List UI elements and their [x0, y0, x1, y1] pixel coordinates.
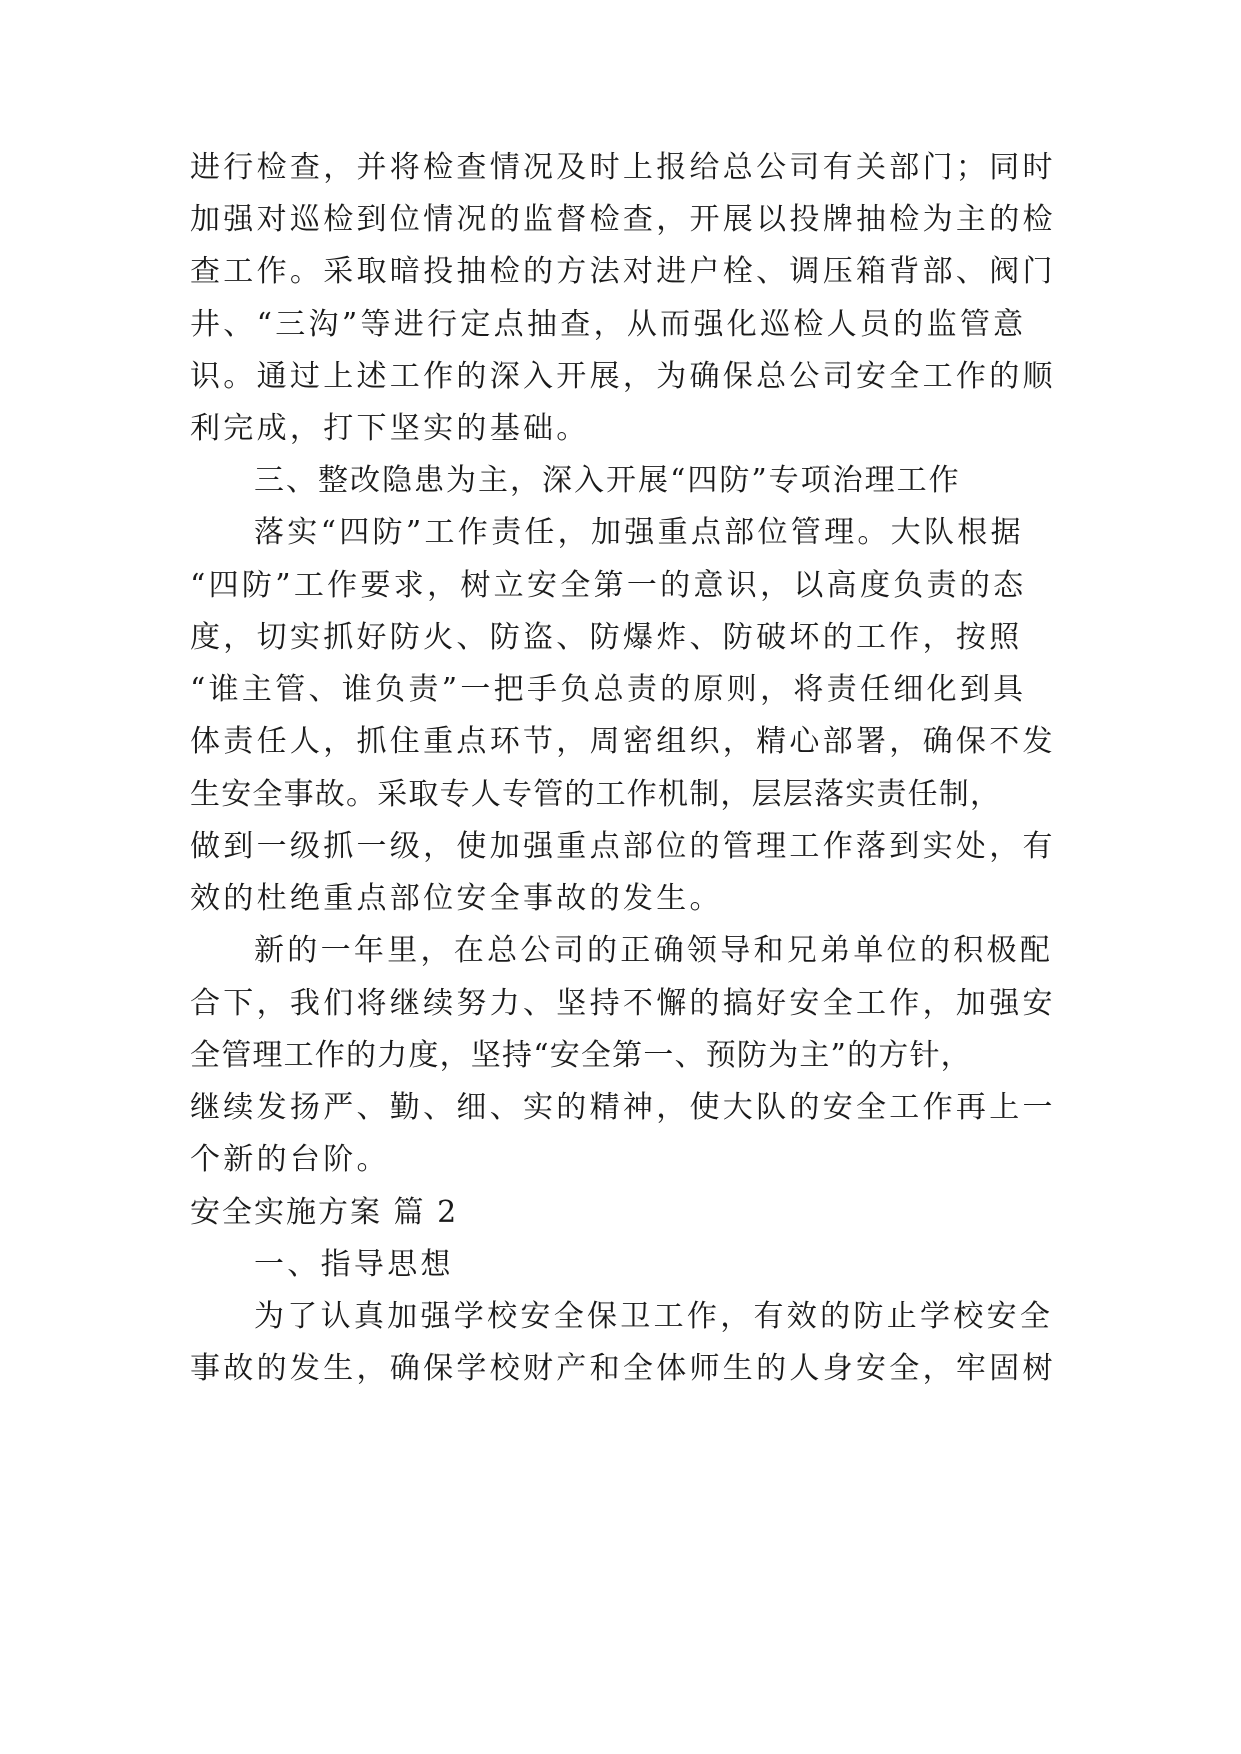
- text-line: 合下，我们将继续努力、坚持不懈的搞好安全工作，加强安: [190, 986, 1056, 1021]
- text-line: “谁主管、谁负责”一把手负总责的原则，将责任细化到具: [190, 672, 1027, 707]
- text-line: 利完成，打下坚实的基础。: [190, 411, 590, 446]
- text-line: 新的一年里，在总公司的正确领导和兄弟单位的积极配: [254, 933, 1054, 968]
- text-line: 查工作。采取暗投抽检的方法对进户栓、调压箱背部、阀门: [190, 254, 1056, 289]
- text-line: 进行检查，并将检查情况及时上报给总公司有关部门；同时: [190, 150, 1056, 185]
- text-line: 个新的台阶。: [190, 1142, 390, 1177]
- text-line: 效的杜绝重点部位安全事故的发生。: [190, 881, 723, 916]
- text-line: 度，切实抓好防火、防盗、防爆炸、防破坏的工作，按照: [190, 620, 1023, 655]
- section-title: 安全实施方案 篇 2: [190, 1195, 459, 1230]
- text-line: 识。通过上述工作的深入开展，为确保总公司安全工作的顺: [190, 359, 1056, 394]
- text-line: 体责任人，抓住重点环节，周密组织，精心部署，确保不发: [190, 724, 1056, 759]
- text-line: 做到一级抓一级，使加强重点部位的管理工作落到实处，有: [190, 829, 1056, 864]
- text-line: 加强对巡检到位情况的监督检查，开展以投牌抽检为主的检: [190, 202, 1056, 237]
- section-heading: 三、整改隐患为主，深入开展“四防”专项治理工作: [254, 463, 961, 498]
- text-line: 继续发扬严、勤、细、实的精神，使大队的安全工作再上一: [190, 1090, 1056, 1125]
- text-line: 落实“四防”工作责任，加强重点部位管理。大队根据: [254, 515, 1024, 550]
- text-line: 井、“三沟”等进行定点抽查，从而强化巡检人员的监管意: [190, 307, 1027, 342]
- text-line: 生安全事故。采取专人专管的工作机制，层层落实责任制，: [190, 777, 1002, 812]
- text-line: 为了认真加强学校安全保卫工作，有效的防止学校安全: [254, 1299, 1054, 1334]
- text-line: “四防”工作要求，树立安全第一的意识，以高度负责的态: [190, 568, 1027, 603]
- text-line: 事故的发生，确保学校财产和全体师生的人身安全，牢固树: [190, 1351, 1056, 1386]
- section-heading: 一、指导思想: [254, 1247, 454, 1282]
- text-line: 全管理工作的力度，坚持“安全第一、预防为主”的方针，: [190, 1038, 972, 1073]
